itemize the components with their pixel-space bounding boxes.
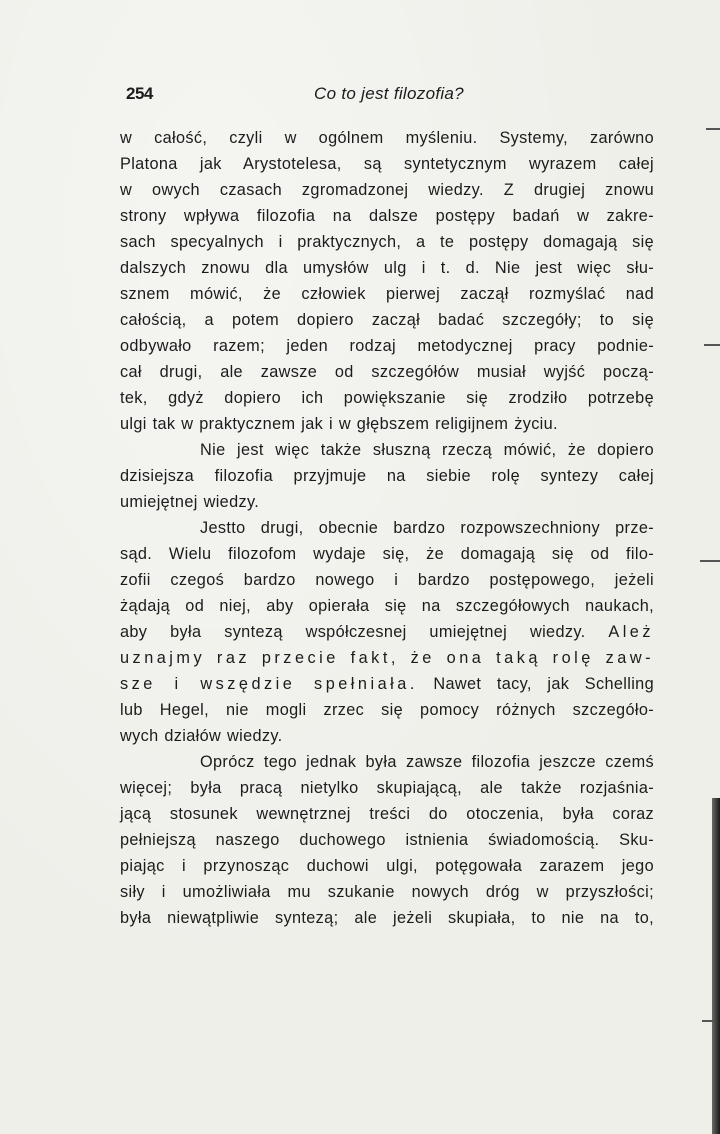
paragraph-start-line: Nie jest więc także słuszną rzeczą mówić, że dopiero (200, 441, 654, 459)
text-line: zofii czegoś bardzo nowego i bardzo postępowego, jeżeli (120, 571, 654, 589)
text-line: cał drugi, ale zawsze od szczegółów musiał wyjść począ- (120, 363, 654, 381)
body-text (120, 125, 654, 931)
paragraph-start-line: Jestto drugi, obecnie bardzo rozpowszechniony prze- (200, 519, 654, 537)
page-header (126, 84, 656, 112)
text-line: w owych czasach zgromadzonej wiedzy. Z drugiej znowu (120, 181, 654, 199)
text-line: Platona jak Arystotelesa, są syntetycznym wyrazem całej (120, 155, 654, 173)
emphasis-text: sze i wszędzie spełniała. (120, 675, 418, 693)
text-line: aby była syntezą współczesnej umiejętnej wiedzy. Ależ (120, 623, 655, 641)
emphasis-line: uznajmy raz przecie fakt, że ona taką rolę zaw- (120, 649, 654, 667)
paragraph-start-line: Oprócz tego jednak była zawsze filozofia jeszcze czemś (200, 753, 654, 771)
text-line: jącą stosunek wewnętrznej treści do otoczenia, była coraz (120, 805, 654, 823)
text-line: w całość, czyli w ogólnem myśleniu. Systemy, zarówno (120, 129, 654, 147)
text-line: siły i umożliwiała mu szukanie nowych dróg w przyszłości; (120, 883, 654, 901)
text-line: sze i wszędzie spełniała. Nawet tacy, jak Schelling (120, 675, 654, 693)
text-line: sznem mówić, że człowiek pierwej zaczął rozmyślać nad (120, 285, 654, 303)
text-line: całością, a potem dopiero zaczął badać szczegóły; to się (120, 311, 654, 329)
text-line: ulgi tak w praktycznem jak i w głębszem religijnem życiu. (120, 415, 558, 433)
text-line: piając i przynosząc duchowi ulgi, potęgowała zarazem jego (120, 857, 654, 875)
text-line: tek, gdyż dopiero ich powiększanie się zrodziło potrzebę (120, 389, 654, 407)
page-edge-mark (700, 560, 720, 562)
emphasis-text: Ależ (608, 623, 655, 641)
text-line: odbywało razem; jeden rodzaj metodycznej pracy podnie- (120, 337, 654, 355)
page-edge-mark (704, 344, 720, 346)
text-line: umiejętnej wiedzy. (120, 493, 260, 511)
text-line: wych działów wiedzy. (120, 727, 283, 745)
page-edge-mark (706, 128, 720, 130)
text-line: sach specyalnych i praktycznych, a te postępy domagają się (120, 233, 654, 251)
text-line: pełniejszą naszego duchowego istnienia świadomością. Sku- (120, 831, 654, 849)
page-number: 254 (126, 84, 153, 103)
text-line: była niewątpliwie syntezą; ale jeżeli skupiała, to nie na to, (120, 909, 654, 927)
text-line: więcej; była pracą nietylko skupiającą, ale także rozjaśnia- (120, 779, 654, 797)
text-line: dalszych znowu dla umysłów ulg i t. d. Nie jest więc słu- (120, 259, 654, 277)
text-line: lub Hegel, nie mogli zrzec się pomocy różnych szczegóło- (120, 701, 654, 719)
text-line: żądają od niej, aby opierała się na szczegółowych naukach, (120, 597, 654, 615)
text-line: sąd. Wielu filozofom wydaje się, że domagają się od filo- (120, 545, 654, 563)
running-title: Co to jest filozofia? (314, 84, 464, 103)
page-edge-mark (702, 1020, 714, 1022)
text-line: strony wpływa filozofia na dalsze postępy badań w zakre- (120, 207, 654, 225)
page-edge-shadow (712, 798, 720, 1134)
text-line: dzisiejsza filozofia przyjmuje na siebie rolę syntezy całej (120, 467, 654, 485)
